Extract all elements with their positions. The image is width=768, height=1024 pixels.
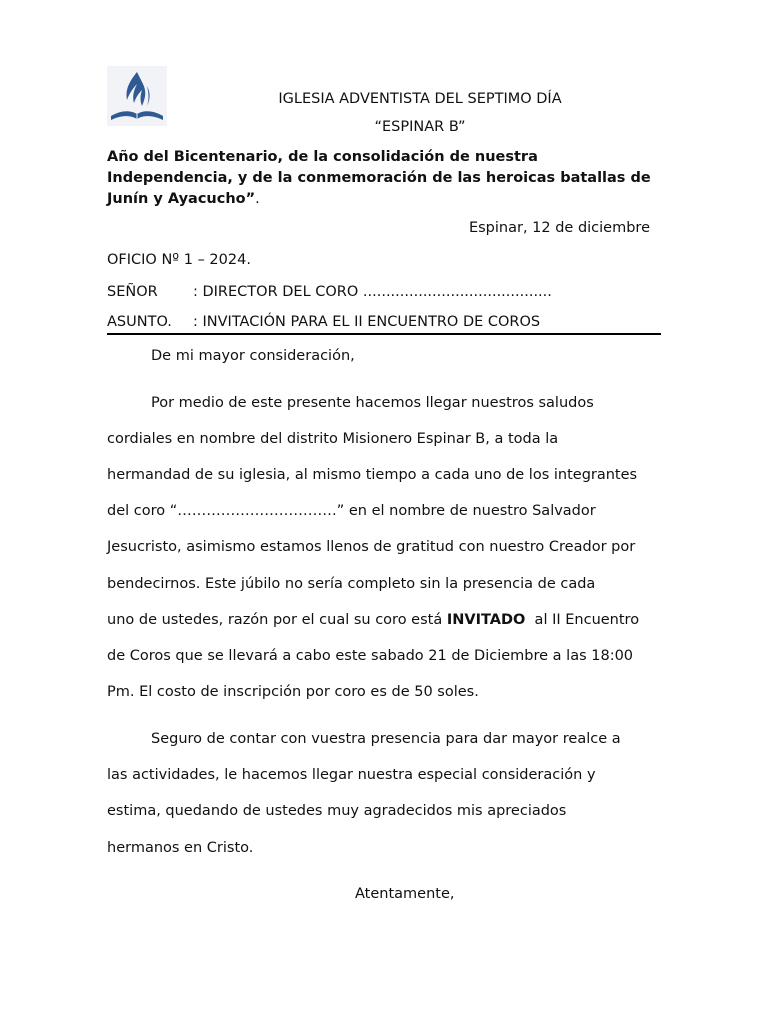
church-name: IGLESIA ADVENTISTA DEL SEPTIMO DÍA [278, 91, 562, 107]
subject-line [107, 314, 540, 330]
header-divider [107, 333, 661, 335]
recipient-label: SEÑOR [107, 284, 158, 300]
paragraph1-line3: hermandad de su iglesia, al mismo tiempo a cada uno de los integrantes [107, 467, 638, 483]
paragraph2-line1: Seguro de contar con vuestra presencia para dar mayor realce a [151, 731, 621, 747]
paragraph1-line2: cordiales en nombre del distrito Misionero Espinar B, a toda la [107, 431, 559, 447]
paragraph1-line9: Pm. El costo de inscripción por coro es de 50 soles. [107, 684, 479, 700]
recipient-value: : DIRECTOR DEL CORO ......................................... [193, 284, 552, 300]
oficio-number: OFICIO Nº 1 – 2024. [107, 252, 251, 268]
district-name: “ESPINAR B” [374, 119, 466, 135]
paragraph1-line7-start: uno de ustedes, razón por el cual su coro está [107, 612, 447, 628]
subject-label: ASUNTO. [107, 314, 172, 330]
year-motto-tail: . [255, 191, 260, 207]
adventist-flame-bible-icon [107, 66, 167, 126]
paragraph2-line2: las actividades, le hacemos llegar nuestra especial consideración y [107, 767, 596, 783]
recipient-line [107, 284, 552, 300]
paragraph1-line8: de Coros que se llevará a cabo este sabado 21 de Diciembre a las 18:00 [107, 648, 634, 664]
greeting: De mi mayor consideración, [151, 348, 355, 364]
year-motto [107, 147, 667, 210]
closing-salutation: Atentamente, [355, 886, 455, 902]
year-motto-text: Año del Bicentenario, de la consolidación de nuestra Independencia, y de la conmemoración de las heroicas batallas de Junín y Ayacucho” [107, 149, 651, 207]
paragraph1-line7-end: al II Encuentro [525, 612, 640, 628]
paragraph1-line6: bendecirnos. Este júbilo no sería completo sin la presencia de cada [107, 576, 596, 592]
church-logo [107, 66, 167, 126]
paragraph1-line4: del coro “……………………………” en el nombre de nuestro Salvador [107, 503, 596, 519]
invited-emphasis: INVITADO [446, 612, 526, 628]
paragraph1-line5: Jesucristo, asimismo estamos llenos de gratitud con nuestro Creador por [107, 539, 636, 555]
paragraph2-line3: estima, quedando de ustedes muy agradecidos mis apreciados [107, 803, 567, 819]
date-line: Espinar, 12 de diciembre [468, 220, 650, 236]
paragraph1-line7 [107, 612, 639, 628]
paragraph2-line4: hermanos en Cristo. [107, 840, 254, 856]
subject-value: : INVITACIÓN PARA EL II ENCUENTRO DE COROS [193, 314, 541, 330]
paragraph1-line1: Por medio de este presente hacemos llegar nuestros saludos [151, 395, 594, 411]
